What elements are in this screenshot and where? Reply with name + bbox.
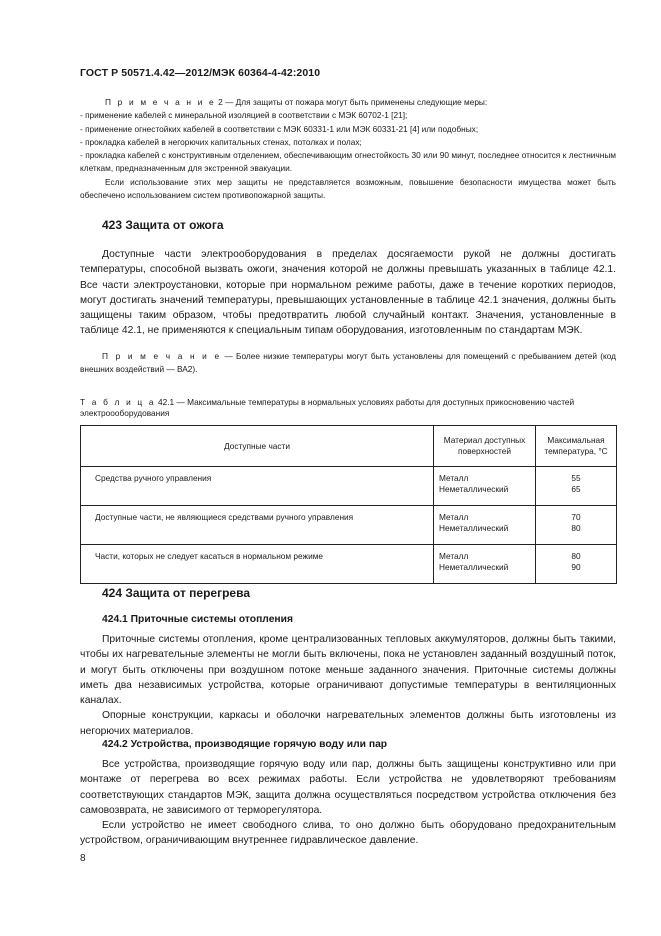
cell-temperature: [536, 467, 617, 506]
temperature-value: 55: [571, 473, 581, 483]
paragraph: Приточные системы отопления, кроме централизованных тепловых аккумуляторов, должны быть такими, чтобы их нагревательные элементы не могли быть включены, пока не установлен заданный воздушный поток, и могут быть отключены при воздушном потоке меньше заданного значения. Приточные системы должны иметь два независимых устройства, которые ограничивают допустимые температуры в вентиляционных каналах.: [80, 634, 616, 707]
note-item: - прокладка кабелей с конструктивным отделением, обеспечивающим огнестойкость 30 или 90 минут, последнее относится к лестничным клеткам, предназначенным для экстренной эвакуации.: [80, 150, 616, 174]
section-424-1-body: [80, 632, 616, 739]
note-2: [80, 96, 616, 202]
note-closing: Если использование этих мер защиты не представляется возможным, повышение безопасности имущества может быть обеспечено использованием систем противопожарной защиты.: [80, 176, 616, 201]
table-caption-text: 42.1 — Максимальные температуры в нормальных условиях работы для доступных прикосновению частей электроооборудования: [80, 397, 575, 418]
paragraph: Если устройство не имеет свободного слива, то оно должно быть оборудовано предохранительным устройством, ограничивающим внутреннее гидравлическое давление.: [80, 820, 616, 847]
table-header-row: [81, 426, 617, 467]
temperature-value: 80: [571, 523, 581, 533]
column-header-material: Материал доступных поверхностей: [434, 426, 536, 467]
cell-temperature: [536, 545, 617, 584]
section-424-2-body: [80, 757, 616, 849]
material-value: Металл: [439, 512, 469, 522]
cell-part: Доступные части, не являющиеся средствами ручного управления: [81, 506, 434, 545]
temperature-value: 90: [571, 562, 581, 572]
section-423-title: 423 Защита от ожога: [102, 218, 224, 232]
page-number: 8: [80, 853, 86, 864]
temperature-value: 70: [571, 512, 581, 522]
material-value: Металл: [439, 551, 469, 561]
table-caption: [80, 397, 620, 419]
column-header-parts: Доступные части: [81, 426, 434, 467]
material-value: Металл: [439, 473, 469, 483]
table-row: [81, 506, 617, 545]
cell-material: [434, 467, 536, 506]
section-423-body: [80, 247, 616, 339]
material-value: Неметаллический: [439, 562, 509, 572]
temperature-value: 65: [571, 484, 581, 494]
paragraph: Опорные конструкции, каркасы и оболочки нагревательных элементов должны быть изготовлены из негорючих материалов.: [80, 710, 616, 737]
column-header-temperature: Максимальная температура, °С: [536, 426, 617, 467]
table-row: [81, 545, 617, 584]
section-424-title: 424 Защита от перегрева: [102, 586, 250, 600]
note-label: П р и м е ч а н и е: [102, 351, 222, 361]
note-label: П р и м е ч а н и е: [105, 97, 216, 107]
table-row: [81, 467, 617, 506]
cell-part: Средства ручного управления: [81, 467, 434, 506]
note-item: - применение кабелей с минеральной изоляцией в соответствии с МЭК 60702-1 [21];: [80, 110, 408, 121]
cell-temperature: [536, 506, 617, 545]
table-caption-label: Т а б л и ц а: [80, 397, 156, 407]
note-item: - прокладка кабелей в негорючих капитальных стенах, потолках и полах;: [80, 136, 362, 147]
section-424-1-title: 424.1 Приточные системы отопления: [102, 614, 293, 625]
section-423-note: [80, 350, 616, 376]
paragraph: Доступные части электрооборудования в пределах досягаемости рукой не должны достигать температуры, способной вызвать ожоги, значения которой не должны превышать указанных в таблице 42.1. Все части электроустановки, которые при нормальном режиме работы, даже в течение коротких периодов, могут достигать значений температуры, превышающих установленные в таблице 42.1 значения, должны быть защищены таким образом, чтобы предотвратить любой случайный контакт. Значения, установленные в таблице 42.1, не применяются к специальным типам оборудования, изготовленным по стандартам МЭК.: [80, 249, 616, 337]
material-value: Неметаллический: [439, 484, 509, 494]
document-header: ГОСТ Р 50571.4.42—2012/МЭК 60364-4-42:2010: [80, 67, 321, 79]
note-intro: 2 — Для защиты от пожара могут быть применены следующие меры:: [215, 97, 488, 107]
material-value: Неметаллический: [439, 523, 509, 533]
cell-material: [434, 506, 536, 545]
temperature-value: 80: [571, 551, 581, 561]
section-424-2-title: 424.2 Устройства, производящие горячую воду или пар: [102, 739, 388, 750]
cell-part: Части, которых не следует касаться в нормальном режиме: [81, 545, 434, 584]
paragraph: Все устройства, производящие горячую воду или пар, должны быть защищены конструктивно или при монтаже от перегрева во всех режимах работы. Если устройства не удовлетворяют требованиям соответствующих стандартов МЭК, защита должна осуществляться посредством устройства отключения без самовозврата, не зависимого от терморегулятора.: [80, 759, 616, 816]
temperature-table: [80, 425, 617, 584]
cell-material: [434, 545, 536, 584]
note-item: - применение огнестойких кабелей в соответствии с МЭК 60331-1 или МЭК 60331-21 [4] или подобных;: [80, 123, 479, 134]
note-text: — Более низкие температуры могут быть установлены для помещений с пребыванием детей (код внешних воздействий — ВА2).: [80, 351, 616, 374]
